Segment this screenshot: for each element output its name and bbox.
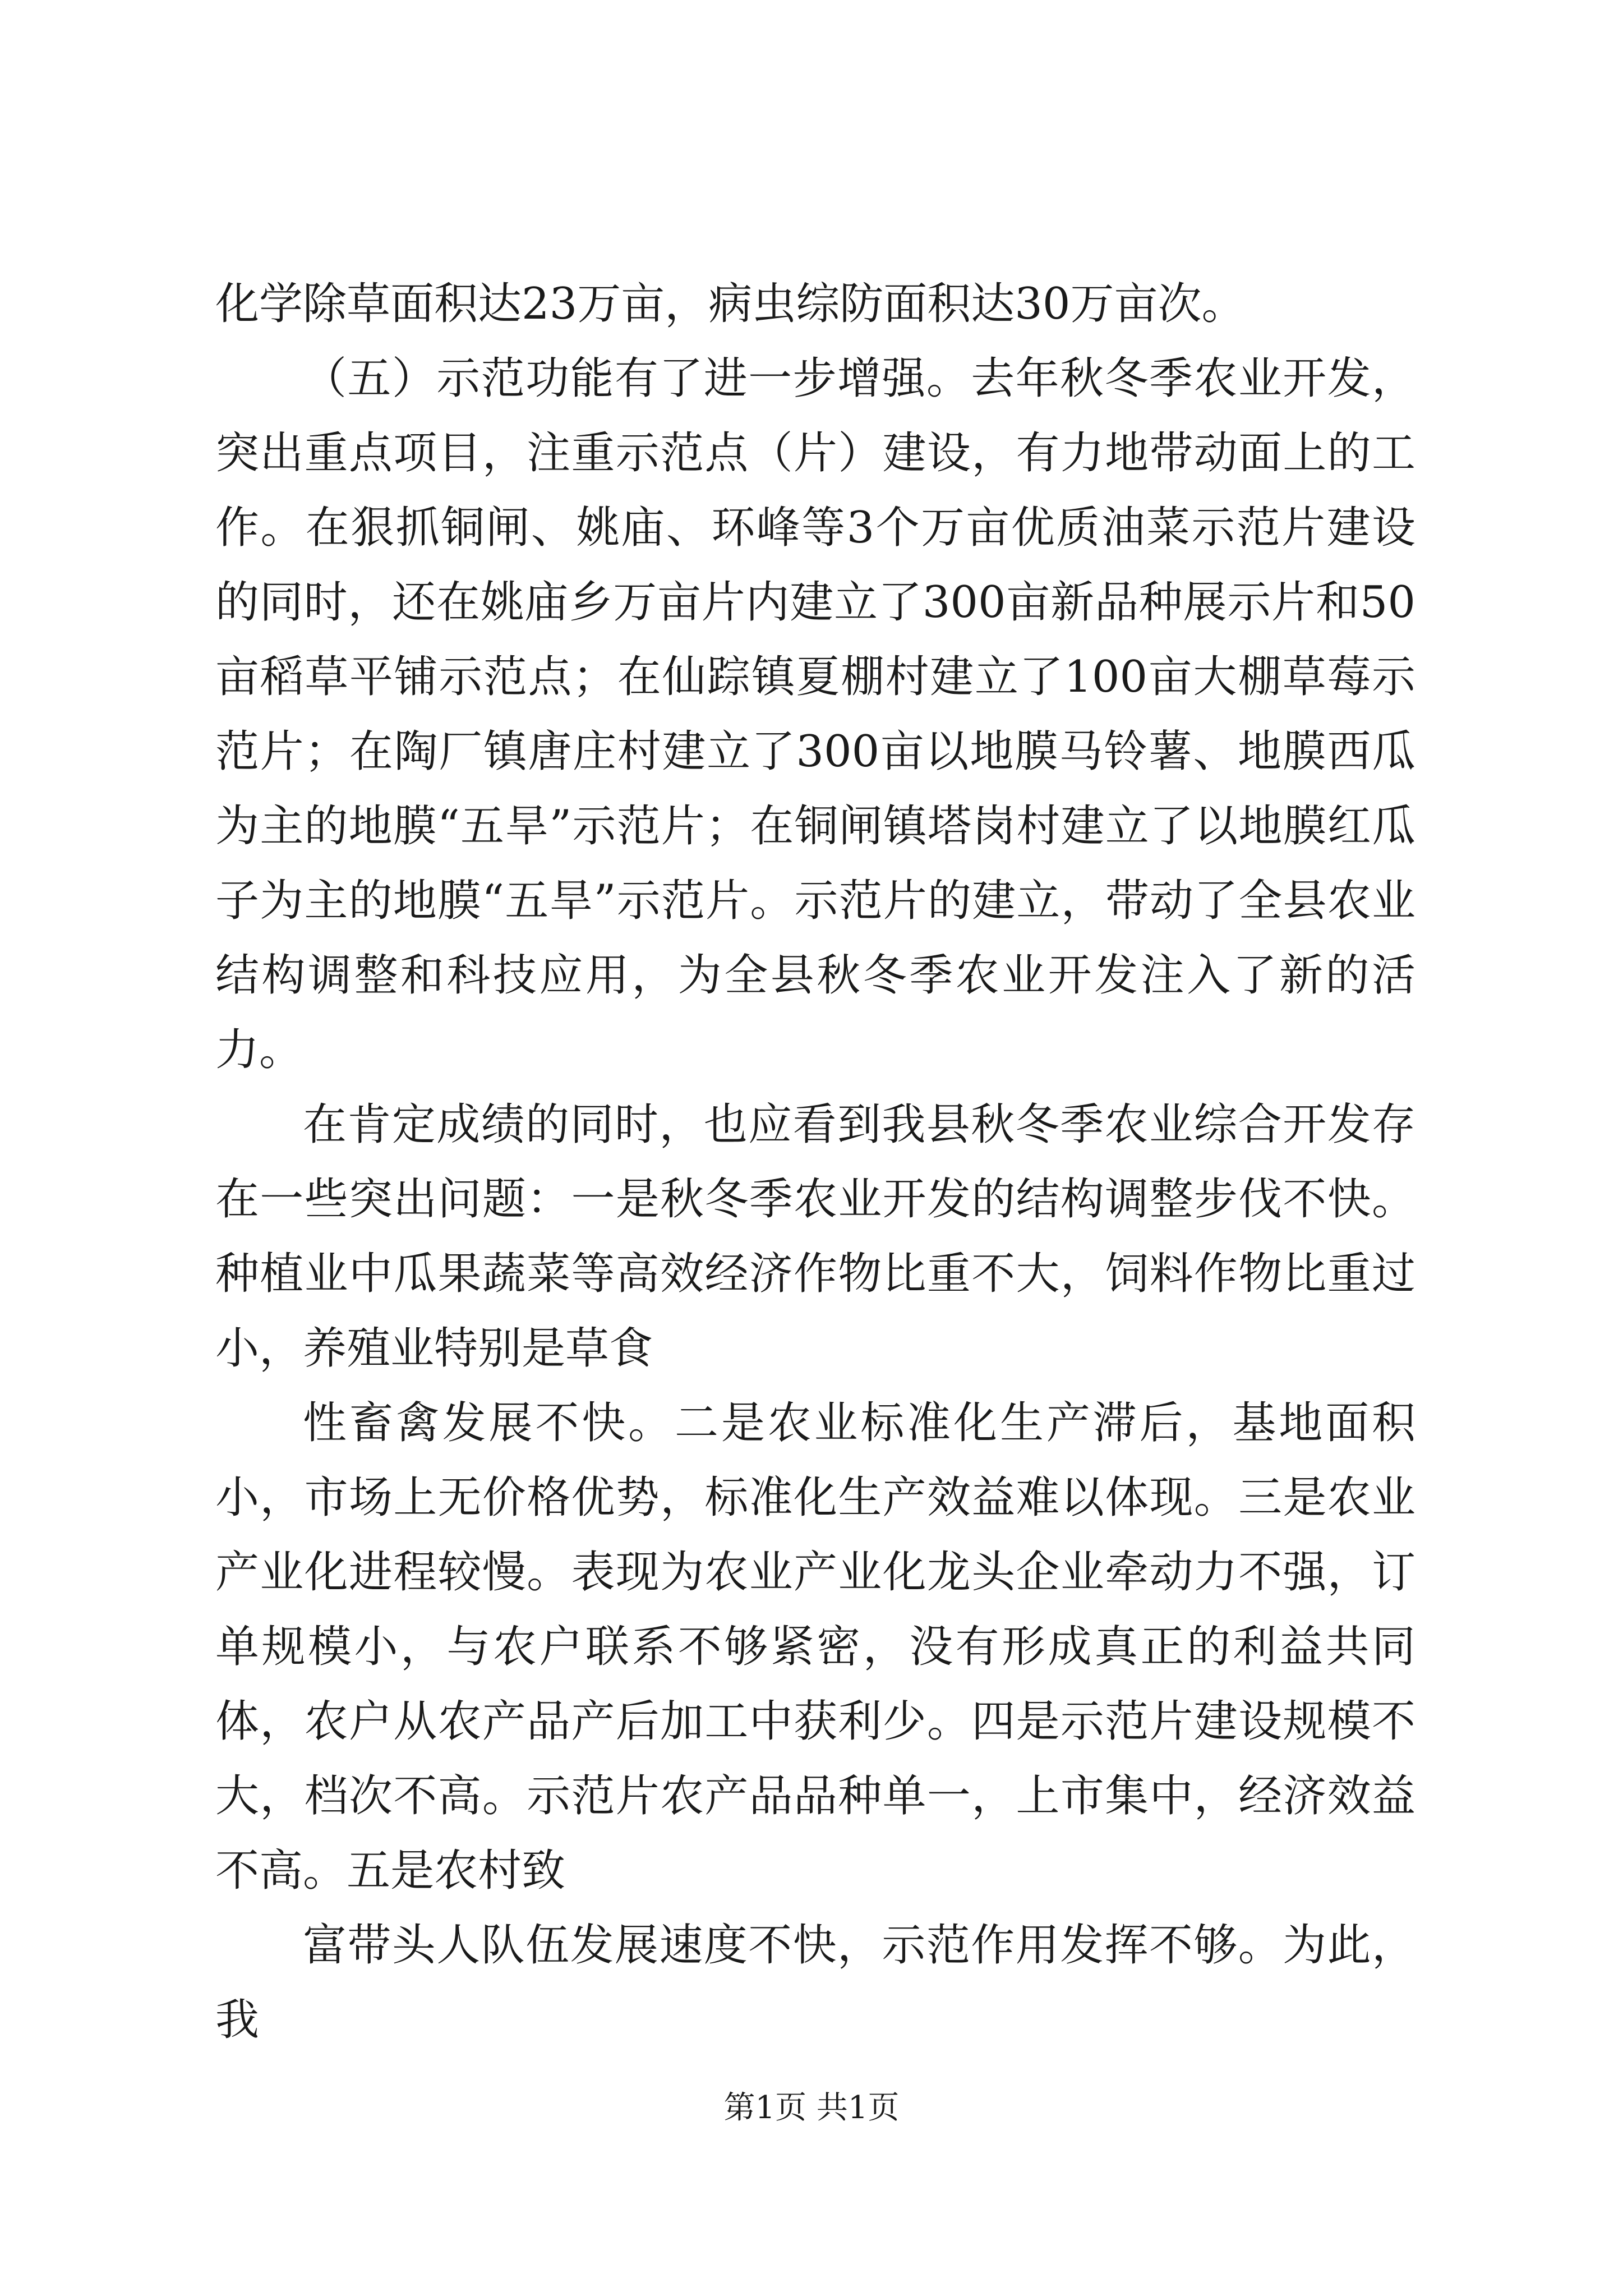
page-footer bbox=[0, 2086, 1623, 2131]
paragraph-1: 化学除草面积达23万亩，病虫综防面积达30万亩次。 bbox=[215, 279, 1246, 329]
paragraph-5: 富带头人队伍发展速度不快，示范作用发挥不够。为此，我 bbox=[215, 1920, 1415, 2045]
paragraph-3: 在肯定成绩的同时，也应看到我县秋冬季农业综合开发存在一些突出问题：一是秋冬季农业开发的结构调整步伐不快。种植业中瓜果蔬菜等高效经济作物比重不大，饲料作物比重过小，养殖业特别是草食 bbox=[215, 1099, 1415, 1374]
page-number-label: 第1页 共1页 bbox=[723, 2090, 900, 2126]
document-body bbox=[215, 267, 1415, 2058]
paragraph-4: 性畜禽发展不快。二是农业标准化生产滞后，基地面积小，市场上无价格优势，标准化生产效益难以体现。三是农业产业化进程较慢。表现为农业产业化龙头企业牵动力不强，订单规模小，与农户联系不够紧密，没有形成真正的利益共同体，农户从农产品产后加工中获利少。四是示范片建设规模不大，档次不高。示范片农产品品种单一，上市集中，经济效益不高。五是农村致 bbox=[215, 1398, 1415, 1896]
paragraph-2: （五）示范功能有了进一步增强。去年秋冬季农业开发，突出重点项目，注重示范点（片）建设，有力地带动面上的工作。在狠抓铜闸、姚庙、环峰等3个万亩优质油菜示范片建设的同时，还在姚庙乡万亩片内建立了300亩新品种展示片和50亩稻草平铺示范点；在仙踪镇夏棚村建立了100亩大棚草莓示范片；在陶厂镇唐庄村建立了300亩以地膜马铃薯、地膜西瓜为主的地膜“五旱”示范片；在铜闸镇塔岗村建立了以地膜红瓜子为主的地膜“五旱”示范片。示范片的建立，带动了全县农业结构调整和科技应用，为全县秋冬季农业开发注入了新的活力。 bbox=[215, 353, 1415, 1075]
